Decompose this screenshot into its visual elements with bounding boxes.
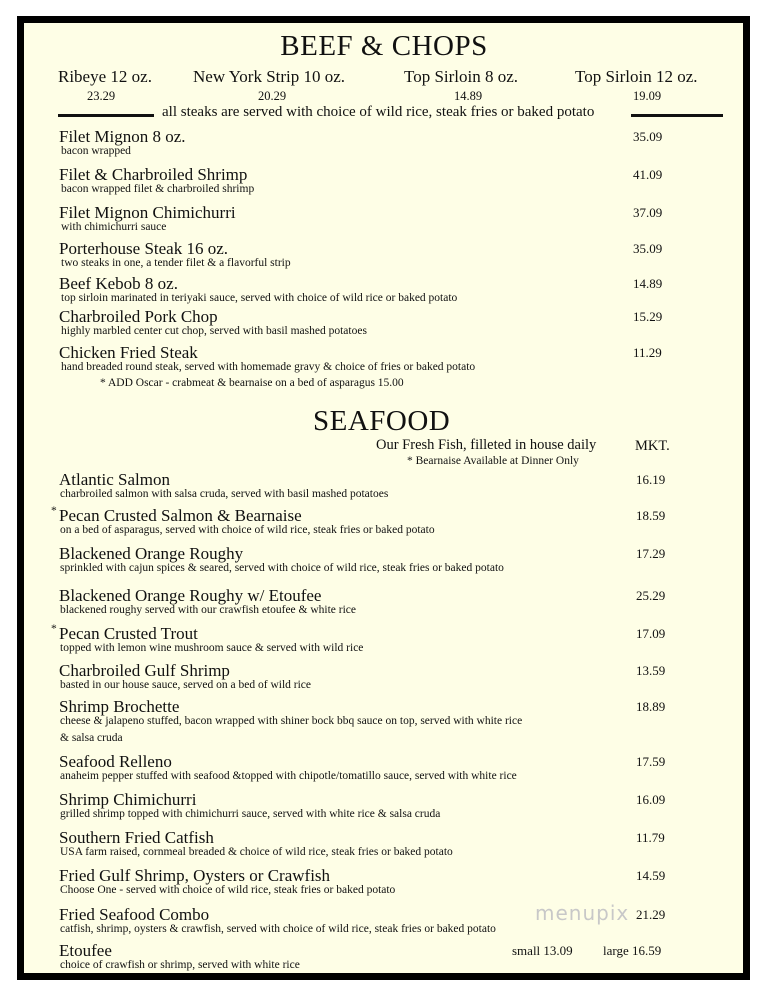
item-price-small: small 13.09: [512, 943, 573, 958]
item-description: USA farm raised, cornmeal breaded & choice of wild rice, steak fries or baked potato: [60, 846, 453, 858]
item-description: & salsa cruda: [60, 732, 123, 744]
steak-name: Top Sirloin 8 oz.: [404, 67, 519, 86]
section-title-seafood: SEAFOOD: [313, 405, 451, 437]
item-price: 11.79: [636, 830, 665, 845]
item-name: Charbroiled Pork Chop: [59, 307, 218, 326]
item-price: 16.19: [636, 472, 666, 487]
steak-price: 20.29: [258, 89, 287, 103]
item-name: Fried Gulf Shrimp, Oysters or Crawfish: [59, 866, 331, 885]
item-description: charbroiled salmon with salsa cruda, served with basil mashed potatoes: [60, 488, 389, 500]
item-description: highly marbled center cut chop, served with basil mashed potatoes: [61, 325, 367, 337]
item-price: 13.59: [636, 663, 666, 678]
item-price: 25.29: [636, 588, 666, 603]
steak-name: Top Sirloin 12 oz.: [575, 67, 698, 86]
item-name: Shrimp Chimichurri: [59, 790, 197, 809]
item-price: 16.09: [636, 792, 666, 807]
item-name: Charbroiled Gulf Shrimp: [59, 661, 230, 680]
item-name: Pecan Crusted Salmon & Bearnaise: [59, 506, 302, 525]
item-price: 11.29: [633, 345, 662, 360]
fresh-fish-price: MKT.: [635, 438, 670, 454]
item-price: 17.29: [636, 546, 666, 561]
section-title-beef: BEEF & CHOPS: [280, 30, 488, 62]
item-description: top sirloin marinated in teriyaki sauce, served with choice of wild rice or baked potato: [61, 292, 458, 304]
item-description: with chimichurri sauce: [61, 221, 167, 233]
item-description: catfish, shrimp, oysters & crawfish, served with choice of wild rice, steak fries or baked potato: [60, 923, 496, 935]
divider: [631, 114, 723, 117]
steak-name: Ribeye 12 oz.: [58, 67, 152, 86]
item-name: Filet Mignon 8 oz.: [59, 127, 186, 146]
item-price: 37.09: [633, 205, 663, 220]
item-description: topped with lemon wine mushroom sauce & served with wild rice: [60, 642, 364, 654]
steak-price: 14.89: [454, 89, 483, 103]
item-name: Seafood Relleno: [59, 752, 172, 771]
item-description: blackened roughy served with our crawfish etoufee & white rice: [60, 604, 357, 616]
item-price: 15.29: [633, 309, 663, 324]
item-price: 17.59: [636, 754, 666, 769]
item-description: anaheim pepper stuffed with seafood &topped with chipotle/tomatillo sauce, served with white rice: [60, 770, 517, 782]
steak-price: 19.09: [633, 89, 662, 103]
item-price: 41.09: [633, 167, 663, 182]
bearnaise-star-icon: *: [51, 505, 57, 517]
item-description: basted in our house sauce, served on a bed of wild rice: [60, 679, 312, 691]
fresh-fish-note: Our Fresh Fish, filleted in house daily: [376, 437, 597, 453]
item-description: bacon wrapped: [61, 145, 131, 157]
steak-note: all steaks are served with choice of wild rice, steak fries or baked potato: [162, 104, 595, 120]
item-price: 18.89: [636, 699, 666, 714]
item-description: bacon wrapped filet & charbroiled shrimp: [61, 183, 255, 195]
watermark: menupix: [535, 901, 630, 925]
item-description: two steaks in one, a tender filet & a flavorful strip: [61, 257, 291, 269]
item-price-large: large 16.59: [603, 943, 662, 958]
item-price: 14.59: [636, 868, 666, 883]
item-name: Shrimp Brochette: [59, 697, 180, 716]
item-description: sprinkled with cajun spices & seared, served with choice of wild rice, steak fries or baked potato: [60, 562, 504, 574]
item-name: Blackened Orange Roughy: [59, 544, 244, 563]
item-name: Southern Fried Catfish: [59, 828, 214, 847]
item-name: Etoufee: [59, 941, 112, 960]
item-description: Choose One - served with choice of wild rice, steak fries or baked potato: [60, 884, 396, 896]
bearnaise-star-icon: *: [51, 623, 57, 635]
item-description: on a bed of asparagus, served with choice of wild rice, steak fries or baked potato: [60, 524, 435, 536]
item-price: 35.09: [633, 129, 663, 144]
steak-name: New York Strip 10 oz.: [193, 67, 346, 86]
item-description: choice of crawfish or shrimp, served with white rice: [60, 959, 300, 971]
oscar-note: * ADD Oscar - crabmeat & bearnaise on a bed of asparagus 15.00: [100, 377, 404, 389]
steak-price: 23.29: [87, 89, 116, 103]
item-description: hand breaded round steak, served with homemade gravy & choice of fries or baked potato: [61, 361, 476, 373]
item-name: Filet Mignon Chimichurri: [59, 203, 236, 222]
item-description: grilled shrimp topped with chimichurri sauce, served with white rice & salsa cruda: [60, 808, 441, 820]
item-price: 14.89: [633, 276, 663, 291]
item-description: cheese & jalapeno stuffed, bacon wrapped with shiner bock bbq sauce on top, served with white rice: [60, 715, 523, 727]
item-price: 35.09: [633, 241, 663, 256]
divider: [58, 114, 154, 117]
item-price: 17.09: [636, 626, 666, 641]
bearnaise-note: * Bearnaise Available at Dinner Only: [407, 455, 579, 467]
item-price: 18.59: [636, 508, 666, 523]
item-name: Filet & Charbroiled Shrimp: [59, 165, 248, 184]
item-name: Pecan Crusted Trout: [59, 624, 198, 643]
item-name: Fried Seafood Combo: [59, 905, 210, 924]
item-price: 21.29: [636, 907, 666, 922]
item-name: Blackened Orange Roughy w/ Etoufee: [59, 586, 322, 605]
item-name: Porterhouse Steak 16 oz.: [59, 239, 229, 258]
item-name: Beef Kebob 8 oz.: [59, 274, 178, 293]
item-name: Chicken Fried Steak: [59, 343, 198, 362]
item-name: Atlantic Salmon: [59, 470, 170, 489]
